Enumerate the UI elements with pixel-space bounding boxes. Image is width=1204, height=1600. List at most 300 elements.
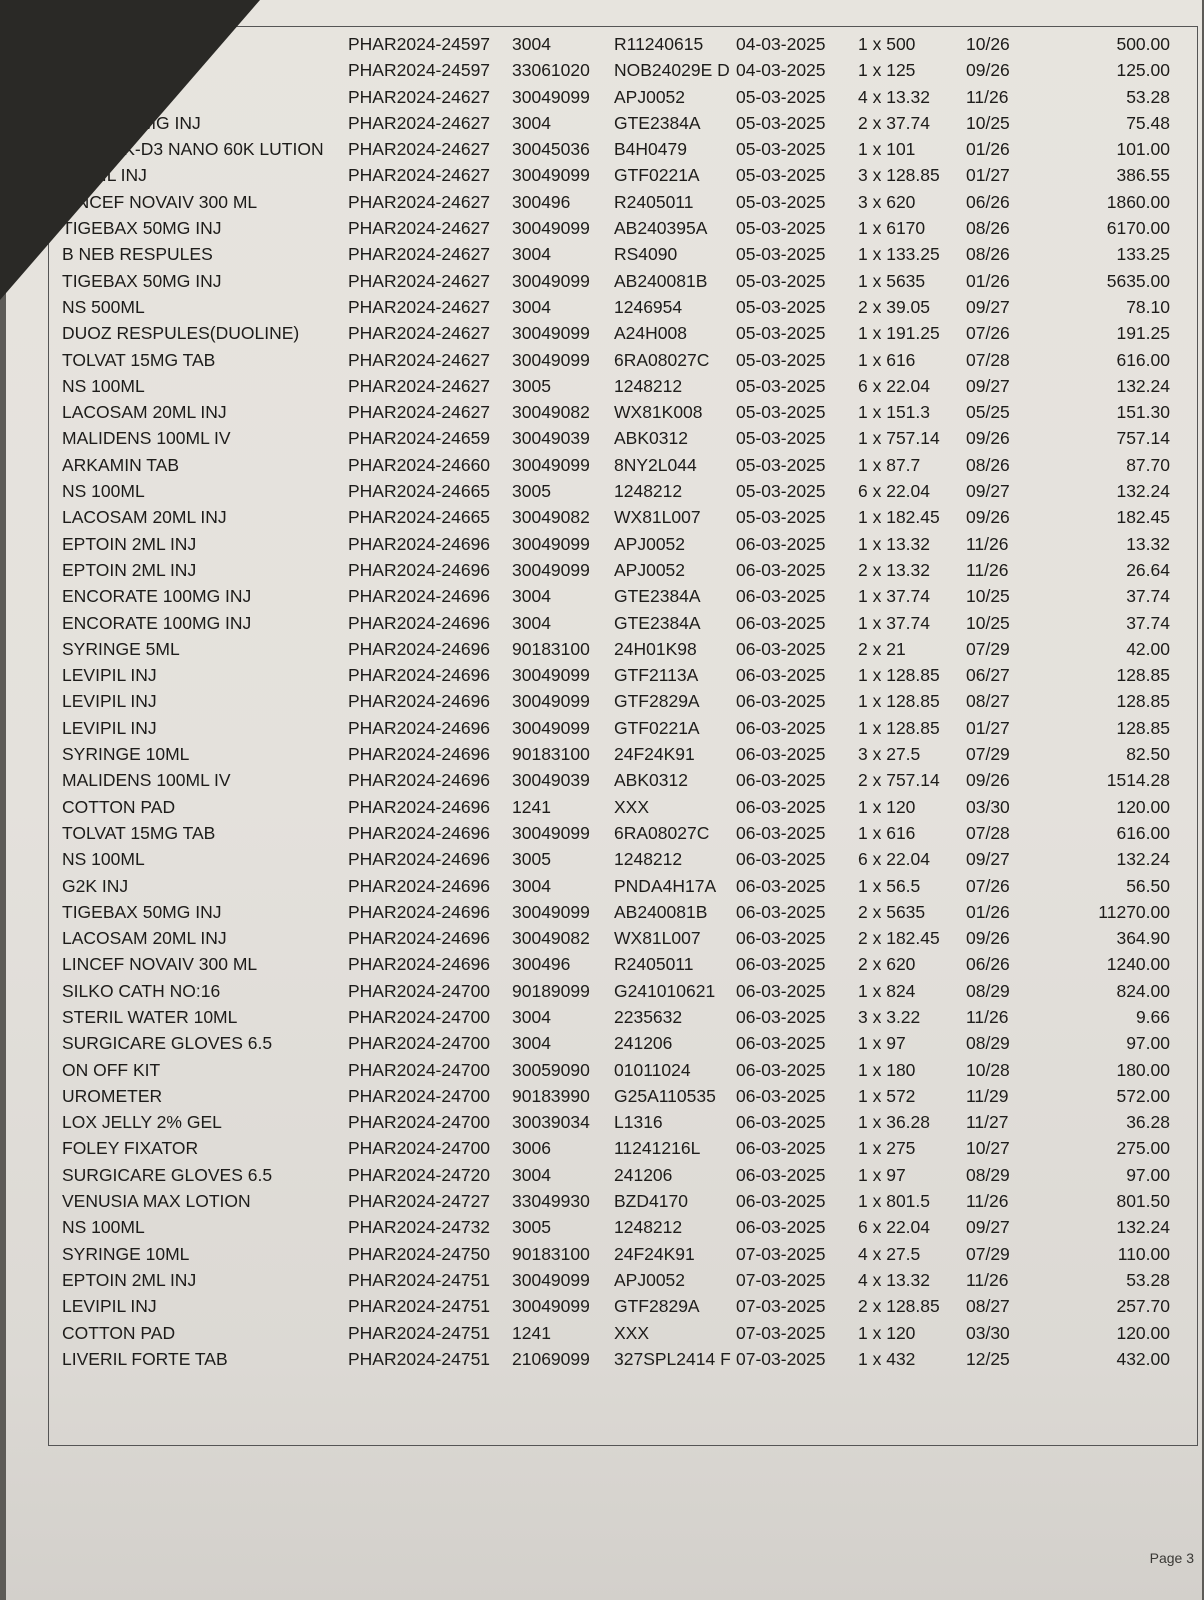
amount: 364.90 bbox=[1116, 928, 1170, 949]
bill-date: 06-03-2025 bbox=[736, 875, 826, 896]
expiry-date: 07/29 bbox=[966, 638, 1010, 659]
amount: 1240.00 bbox=[1106, 954, 1170, 975]
expiry-date: 06/26 bbox=[966, 191, 1010, 212]
expiry-date: 09/26 bbox=[966, 928, 1010, 949]
expiry-date: 07/29 bbox=[966, 744, 1010, 765]
batch-number: GTE2384A bbox=[614, 612, 701, 633]
item-name: ENCORATE 100MG INJ bbox=[62, 586, 252, 607]
expiry-date: 11/29 bbox=[966, 1085, 1009, 1106]
amount: 13.32 bbox=[1126, 533, 1170, 554]
table-row bbox=[58, 586, 1170, 612]
bill-date: 07-03-2025 bbox=[736, 1296, 826, 1317]
hsn-code: 90183100 bbox=[512, 1243, 590, 1264]
item-name: COTTON PAD bbox=[62, 1322, 176, 1343]
item-name: LEVIPIL INJ bbox=[62, 665, 157, 686]
bill-date: 06-03-2025 bbox=[736, 559, 826, 580]
expiry-date: 08/27 bbox=[966, 1296, 1010, 1317]
invoice-number: PHAR2024-24627 bbox=[348, 218, 491, 239]
expiry-date: 08/26 bbox=[966, 218, 1010, 239]
bill-date: 05-03-2025 bbox=[736, 86, 826, 107]
quantity-rate: 6 x 22.04 bbox=[858, 375, 930, 396]
item-name: SYRINGE 10ML bbox=[62, 744, 190, 765]
invoice-number: PHAR2024-24751 bbox=[348, 1269, 491, 1290]
quantity-rate: 1 x 120 bbox=[858, 1322, 916, 1343]
expiry-date: 08/27 bbox=[966, 691, 1010, 712]
quantity-rate: 1 x 801.5 bbox=[858, 1191, 930, 1212]
invoice-number: PHAR2024-24696 bbox=[348, 533, 491, 554]
amount: 42.00 bbox=[1126, 638, 1170, 659]
expiry-date: 06/27 bbox=[966, 665, 1010, 686]
table-row bbox=[58, 981, 1170, 1007]
hsn-code: 30049099 bbox=[512, 822, 590, 843]
batch-number: GTF0221A bbox=[614, 717, 700, 738]
expiry-date: 09/27 bbox=[966, 481, 1010, 502]
batch-number: 1248212 bbox=[614, 1217, 683, 1238]
batch-number: R2405011 bbox=[614, 191, 694, 212]
quantity-rate: 1 x 5635 bbox=[858, 270, 926, 291]
item-name: TIGEBAX 50MG INJ bbox=[62, 218, 222, 239]
expiry-date: 01/27 bbox=[966, 717, 1010, 738]
hsn-code: 90189099 bbox=[512, 980, 590, 1001]
invoice-number: PHAR2024-24627 bbox=[348, 112, 491, 133]
amount: 75.48 bbox=[1126, 112, 1170, 133]
expiry-date: 09/26 bbox=[966, 507, 1010, 528]
bill-date: 06-03-2025 bbox=[736, 901, 826, 922]
quantity-rate: 1 x 757.14 bbox=[858, 428, 940, 449]
amount: 151.30 bbox=[1116, 402, 1170, 423]
quantity-rate: 2 x 620 bbox=[858, 954, 916, 975]
invoice-number: PHAR2024-24720 bbox=[348, 1164, 491, 1185]
quantity-rate: 1 x 97 bbox=[858, 1033, 906, 1054]
amount: 87.70 bbox=[1126, 454, 1170, 475]
invoice-number: PHAR2024-24700 bbox=[348, 1006, 491, 1027]
item-name: NS 100ML bbox=[62, 481, 145, 502]
invoice-number: PHAR2024-24696 bbox=[348, 875, 491, 896]
item-name: FOLEY FIXATOR bbox=[62, 1138, 199, 1159]
hsn-code: 30049099 bbox=[512, 270, 590, 291]
quantity-rate: 1 x 180 bbox=[858, 1059, 916, 1080]
amount: 801.50 bbox=[1116, 1191, 1170, 1212]
expiry-date: 08/26 bbox=[966, 454, 1010, 475]
invoice-number: PHAR2024-24700 bbox=[348, 1138, 491, 1159]
invoice-number: PHAR2024-24696 bbox=[348, 612, 491, 633]
amount: 5635.00 bbox=[1106, 270, 1170, 291]
bill-date: 06-03-2025 bbox=[736, 954, 826, 975]
invoice-number: PHAR2024-24751 bbox=[348, 1348, 491, 1369]
hsn-code: 30049082 bbox=[512, 402, 590, 423]
quantity-rate: 3 x 128.85 bbox=[858, 165, 940, 186]
item-name: TIGEBAX 50MG INJ bbox=[62, 901, 222, 922]
quantity-rate: 1 x 37.74 bbox=[858, 586, 930, 607]
hsn-code: 30049099 bbox=[512, 717, 590, 738]
amount: 257.70 bbox=[1116, 1296, 1170, 1317]
item-name: CIQUICK-D3 NANO 60K LUTION bbox=[62, 139, 324, 160]
bill-date: 06-03-2025 bbox=[736, 1112, 826, 1133]
amount: 9.66 bbox=[1135, 1006, 1170, 1027]
batch-number: 24H01K98 bbox=[614, 638, 697, 659]
hsn-code: 1241 bbox=[512, 796, 551, 817]
table-row bbox=[58, 1138, 1170, 1164]
table-row bbox=[58, 507, 1170, 533]
amount: 97.00 bbox=[1126, 1164, 1170, 1185]
amount: 56.50 bbox=[1126, 875, 1170, 896]
item-name: NS 500ML bbox=[62, 296, 145, 317]
expiry-date: 06/26 bbox=[966, 954, 1010, 975]
amount: 616.00 bbox=[1116, 822, 1170, 843]
bill-date: 05-03-2025 bbox=[736, 507, 826, 528]
hsn-code: 3004 bbox=[512, 612, 551, 633]
item-name: H 100ML bbox=[62, 60, 134, 81]
quantity-rate: 3 x 620 bbox=[858, 191, 916, 212]
table-row bbox=[58, 823, 1170, 849]
table-row bbox=[58, 902, 1170, 928]
table-row bbox=[58, 665, 1170, 691]
amount: 82.50 bbox=[1126, 744, 1170, 765]
batch-number: 241206 bbox=[614, 1033, 673, 1054]
hsn-code: 30049099 bbox=[512, 349, 590, 370]
invoice-number: PHAR2024-24696 bbox=[348, 849, 491, 870]
expiry-date: 07/28 bbox=[966, 822, 1010, 843]
batch-number: APJ0052 bbox=[614, 533, 686, 554]
hsn-code: 3005 bbox=[512, 849, 551, 870]
invoice-number: PHAR2024-24627 bbox=[348, 375, 491, 396]
amount: 128.85 bbox=[1116, 665, 1170, 686]
expiry-date: 07/26 bbox=[966, 323, 1010, 344]
amount: 616.00 bbox=[1116, 349, 1170, 370]
item-name: TIGEBAX 50MG INJ bbox=[62, 270, 222, 291]
item-name: MALIDENS 100ML IV bbox=[62, 770, 231, 791]
table-row bbox=[58, 770, 1170, 796]
amount: 37.74 bbox=[1126, 586, 1170, 607]
bill-date: 06-03-2025 bbox=[736, 586, 826, 607]
batch-number: WX81L007 bbox=[614, 928, 701, 949]
bill-date: 06-03-2025 bbox=[736, 849, 826, 870]
invoice-number: PHAR2024-24665 bbox=[348, 481, 491, 502]
bill-date: 05-03-2025 bbox=[736, 112, 826, 133]
amount: 37.74 bbox=[1126, 612, 1170, 633]
bill-date: 06-03-2025 bbox=[736, 1217, 826, 1238]
batch-number: 24F24K91 bbox=[614, 1243, 695, 1264]
invoice-number: PHAR2024-24627 bbox=[348, 402, 491, 423]
quantity-rate: 1 x 432 bbox=[858, 1348, 916, 1369]
table-row bbox=[58, 1060, 1170, 1086]
table-row bbox=[58, 1217, 1170, 1243]
batch-number: AB240081B bbox=[614, 270, 708, 291]
table-row bbox=[58, 455, 1170, 481]
quantity-rate: 1 x 616 bbox=[858, 822, 916, 843]
batch-number: 6RA08027C bbox=[614, 349, 710, 370]
invoice-number: PHAR2024-24627 bbox=[348, 165, 491, 186]
expiry-date: 11/26 bbox=[966, 1006, 1009, 1027]
table-row bbox=[58, 928, 1170, 954]
table-row bbox=[58, 744, 1170, 770]
amount: 53.28 bbox=[1126, 86, 1170, 107]
bill-date: 05-03-2025 bbox=[736, 428, 826, 449]
amount: 53.28 bbox=[1126, 1269, 1170, 1290]
table-row bbox=[58, 797, 1170, 823]
invoice-number: PHAR2024-24696 bbox=[348, 928, 491, 949]
quantity-rate: 1 x 120 bbox=[858, 796, 916, 817]
item-name: EPTOIN 2ML INJ bbox=[62, 559, 197, 580]
quantity-rate: 1 x 87.7 bbox=[858, 454, 921, 475]
amount: 180.00 bbox=[1116, 1059, 1170, 1080]
expiry-date: 09/27 bbox=[966, 296, 1010, 317]
batch-number: R11240615 bbox=[614, 34, 704, 54]
invoice-number: PHAR2024-24627 bbox=[348, 296, 491, 317]
hsn-code: 3004 bbox=[512, 1033, 551, 1054]
bill-date: 05-03-2025 bbox=[736, 454, 826, 475]
bill-date: 05-03-2025 bbox=[736, 165, 826, 186]
amount: 36.28 bbox=[1126, 1112, 1170, 1133]
quantity-rate: 1 x 13.32 bbox=[858, 533, 930, 554]
hsn-code: 30049099 bbox=[512, 559, 590, 580]
item-name: EPTOIN 2ML INJ bbox=[62, 1269, 197, 1290]
quantity-rate: 1 x 500 bbox=[858, 34, 916, 54]
hsn-code: 90183990 bbox=[512, 1085, 590, 1106]
invoice-number: PHAR2024-24696 bbox=[348, 901, 491, 922]
quantity-rate: 1 x 151.3 bbox=[858, 402, 930, 423]
expiry-date: 08/29 bbox=[966, 1033, 1010, 1054]
invoice-number: PHAR2024-24696 bbox=[348, 796, 491, 817]
bill-date: 05-03-2025 bbox=[736, 349, 826, 370]
item-name: SURGICARE GLOVES 6.5 bbox=[62, 1164, 273, 1185]
table-row bbox=[58, 1270, 1170, 1296]
amount: 132.24 bbox=[1116, 375, 1170, 396]
item-name: RATE 100MG INJ bbox=[62, 112, 201, 133]
batch-number: 6RA08027C bbox=[614, 822, 710, 843]
table-row bbox=[58, 1323, 1170, 1349]
amount: 572.00 bbox=[1116, 1085, 1170, 1106]
quantity-rate: 1 x 616 bbox=[858, 349, 916, 370]
expiry-date: 11/26 bbox=[966, 86, 1009, 107]
batch-number: WX81L007 bbox=[614, 507, 701, 528]
amount: 500.00 bbox=[1116, 34, 1170, 54]
batch-number: XXX bbox=[614, 796, 650, 817]
bill-date: 06-03-2025 bbox=[736, 717, 826, 738]
batch-number: APJ0052 bbox=[614, 1269, 686, 1290]
batch-number: RS4090 bbox=[614, 244, 678, 265]
invoice-number: PHAR2024-24696 bbox=[348, 665, 491, 686]
table-row bbox=[58, 350, 1170, 376]
batch-number: NOB24029E D bbox=[614, 60, 730, 81]
batch-number: GTF2113A bbox=[614, 665, 699, 686]
expiry-date: 10/28 bbox=[966, 1059, 1010, 1080]
invoice-number: PHAR2024-24700 bbox=[348, 980, 491, 1001]
hsn-code: 3004 bbox=[512, 875, 551, 896]
expiry-date: 09/26 bbox=[966, 770, 1010, 791]
item-name: LACOSAM 20ML INJ bbox=[62, 928, 227, 949]
batch-number: 327SPL2414 F bbox=[614, 1348, 731, 1369]
bill-date: 05-03-2025 bbox=[736, 270, 826, 291]
expiry-date: 09/26 bbox=[966, 428, 1010, 449]
batch-number: 2235632 bbox=[614, 1006, 683, 1027]
amount: 97.00 bbox=[1126, 1033, 1170, 1054]
amount: 101.00 bbox=[1116, 139, 1170, 160]
hsn-code: 30049099 bbox=[512, 86, 590, 107]
hsn-code: 3004 bbox=[512, 34, 551, 54]
batch-number: G241010621 bbox=[614, 980, 716, 1001]
quantity-rate: 2 x 5635 bbox=[858, 901, 926, 922]
amount: 1514.28 bbox=[1106, 770, 1170, 791]
hsn-code: 30049099 bbox=[512, 691, 590, 712]
expiry-date: 11/26 bbox=[966, 1191, 1009, 1212]
quantity-rate: 1 x 101 bbox=[858, 139, 916, 160]
item-name: STERIL WATER 10ML bbox=[62, 1006, 238, 1027]
table-row bbox=[58, 1033, 1170, 1059]
bill-date: 06-03-2025 bbox=[736, 744, 826, 765]
amount: 110.00 bbox=[1117, 1243, 1170, 1264]
item-name: LEVIPIL INJ bbox=[62, 691, 157, 712]
batch-number: 241206 bbox=[614, 1164, 673, 1185]
invoice-number: PHAR2024-24696 bbox=[348, 586, 491, 607]
item-name: LACOSAM 20ML INJ bbox=[62, 402, 227, 423]
quantity-rate: 4 x 13.32 bbox=[858, 1269, 930, 1290]
bill-date: 05-03-2025 bbox=[736, 191, 826, 212]
table-row bbox=[58, 402, 1170, 428]
bill-date: 05-03-2025 bbox=[736, 139, 826, 160]
hsn-code: 30049082 bbox=[512, 507, 590, 528]
hsn-code: 30049099 bbox=[512, 165, 590, 186]
batch-number: PNDA4H17A bbox=[614, 875, 717, 896]
invoice-number: PHAR2024-24700 bbox=[348, 1033, 491, 1054]
bill-date: 05-03-2025 bbox=[736, 481, 826, 502]
invoice-number: PHAR2024-24627 bbox=[348, 323, 491, 344]
invoice-number: PHAR2024-24750 bbox=[348, 1243, 491, 1264]
amount: 132.24 bbox=[1116, 1217, 1170, 1238]
amount: 78.10 bbox=[1126, 296, 1170, 317]
quantity-rate: 3 x 3.22 bbox=[858, 1006, 921, 1027]
batch-number: BZD4170 bbox=[614, 1191, 688, 1212]
bill-date: 06-03-2025 bbox=[736, 665, 826, 686]
bill-date: 06-03-2025 bbox=[736, 1006, 826, 1027]
invoice-number: PHAR2024-24627 bbox=[348, 139, 491, 160]
expiry-date: 11/26 bbox=[966, 533, 1009, 554]
item-name: COTTON PAD bbox=[62, 796, 176, 817]
hsn-code: 3006 bbox=[512, 1138, 551, 1159]
expiry-date: 03/30 bbox=[966, 1322, 1010, 1343]
table-row bbox=[58, 1086, 1170, 1112]
hsn-code: 30049099 bbox=[512, 1269, 590, 1290]
invoice-number: PHAR2024-24696 bbox=[348, 691, 491, 712]
invoice-number: PHAR2024-24696 bbox=[348, 717, 491, 738]
table-row bbox=[58, 1296, 1170, 1322]
batch-number: 1248212 bbox=[614, 481, 683, 502]
table-row bbox=[58, 691, 1170, 717]
bill-date: 06-03-2025 bbox=[736, 638, 826, 659]
hsn-code: 30049099 bbox=[512, 218, 590, 239]
hsn-code: 1241 bbox=[512, 1322, 551, 1343]
quantity-rate: 2 x 757.14 bbox=[858, 770, 940, 791]
item-name: LEVIPIL INJ bbox=[62, 1296, 157, 1317]
item-name: SYRINGE 10ML bbox=[62, 1243, 190, 1264]
hsn-code: 30059090 bbox=[512, 1059, 590, 1080]
bill-date: 06-03-2025 bbox=[736, 1164, 826, 1185]
batch-number: L1316 bbox=[614, 1112, 663, 1133]
item-name: DUOZ RESPULES(DUOLINE) bbox=[62, 323, 300, 344]
hsn-code: 30049099 bbox=[512, 323, 590, 344]
expiry-date: 10/26 bbox=[966, 34, 1010, 54]
invoice-number: PHAR2024-24627 bbox=[348, 86, 491, 107]
item-name: LIVERIL FORTE TAB bbox=[62, 1348, 228, 1369]
bill-date: 06-03-2025 bbox=[736, 691, 826, 712]
hsn-code: 30049039 bbox=[512, 428, 590, 449]
hsn-code: 30049099 bbox=[512, 454, 590, 475]
table-row bbox=[58, 1191, 1170, 1217]
bill-date: 05-03-2025 bbox=[736, 296, 826, 317]
quantity-rate: 1 x 97 bbox=[858, 1164, 906, 1185]
expiry-date: 01/26 bbox=[966, 139, 1010, 160]
item-name: LINCEF NOVAIV 300 ML bbox=[62, 191, 258, 212]
table-row bbox=[58, 954, 1170, 980]
amount: 132.24 bbox=[1116, 481, 1170, 502]
expiry-date: 11/26 bbox=[966, 1269, 1009, 1290]
table-row bbox=[58, 428, 1170, 454]
expiry-date: 09/27 bbox=[966, 375, 1010, 396]
hsn-code: 33061020 bbox=[512, 60, 590, 81]
item-name: VENUSIA MAX LOTION bbox=[62, 1191, 251, 1212]
item-name: SURGICARE GLOVES 6.5 bbox=[62, 1033, 273, 1054]
item-name: LOX JELLY 2% GEL bbox=[62, 1112, 222, 1133]
hsn-code: 3004 bbox=[512, 586, 551, 607]
invoice-number: PHAR2024-24696 bbox=[348, 770, 491, 791]
bill-date: 06-03-2025 bbox=[736, 928, 826, 949]
hsn-code: 30049039 bbox=[512, 770, 590, 791]
batch-number: 1246954 bbox=[614, 296, 683, 317]
amount: 824.00 bbox=[1116, 980, 1170, 1001]
amount: 125.00 bbox=[1116, 60, 1170, 81]
quantity-rate: 1 x 191.25 bbox=[858, 323, 940, 344]
batch-number: APJ0052 bbox=[614, 86, 686, 107]
amount: 132.24 bbox=[1116, 849, 1170, 870]
item-name: EVIPIL INJ bbox=[62, 165, 147, 186]
bill-date: 07-03-2025 bbox=[736, 1243, 826, 1264]
table-row bbox=[58, 297, 1170, 323]
expiry-date: 01/26 bbox=[966, 901, 1010, 922]
item-name: SYRINGE 5ML bbox=[62, 638, 180, 659]
hsn-code: 90183100 bbox=[512, 744, 590, 765]
expiry-date: 09/27 bbox=[966, 849, 1010, 870]
amount: 757.14 bbox=[1116, 428, 1170, 449]
invoice-number: PHAR2024-24659 bbox=[348, 428, 491, 449]
table-row bbox=[58, 560, 1170, 586]
batch-number: GTE2384A bbox=[614, 586, 701, 607]
bill-date: 04-03-2025 bbox=[736, 60, 826, 81]
amount: 6170.00 bbox=[1106, 218, 1170, 239]
expiry-date: 01/27 bbox=[966, 165, 1010, 186]
item-name: ON OFF KIT bbox=[62, 1059, 161, 1080]
hsn-code: 3005 bbox=[512, 481, 551, 502]
expiry-date: 09/27 bbox=[966, 1217, 1010, 1238]
amount: 1860.00 bbox=[1106, 191, 1170, 212]
batch-number: ABK0312 bbox=[614, 770, 688, 791]
table-row bbox=[58, 376, 1170, 402]
item-name: LEVIPIL INJ bbox=[62, 717, 157, 738]
item-name: SILKO CATH NO:16 bbox=[62, 980, 221, 1001]
amount: 128.85 bbox=[1116, 717, 1170, 738]
bill-date: 07-03-2025 bbox=[736, 1269, 826, 1290]
quantity-rate: 2 x 37.74 bbox=[858, 112, 930, 133]
invoice-number: PHAR2024-24627 bbox=[348, 270, 491, 291]
invoice-number: PHAR2024-24597 bbox=[348, 34, 491, 54]
hsn-code: 30049099 bbox=[512, 1296, 590, 1317]
expiry-date: 03/30 bbox=[966, 796, 1010, 817]
hsn-code: 3004 bbox=[512, 296, 551, 317]
amount: 432.00 bbox=[1116, 1348, 1170, 1369]
table-row bbox=[58, 639, 1170, 665]
invoice-number: PHAR2024-24700 bbox=[348, 1112, 491, 1133]
invoice-number: PHAR2024-24665 bbox=[348, 507, 491, 528]
quantity-rate: 6 x 22.04 bbox=[858, 1217, 930, 1238]
